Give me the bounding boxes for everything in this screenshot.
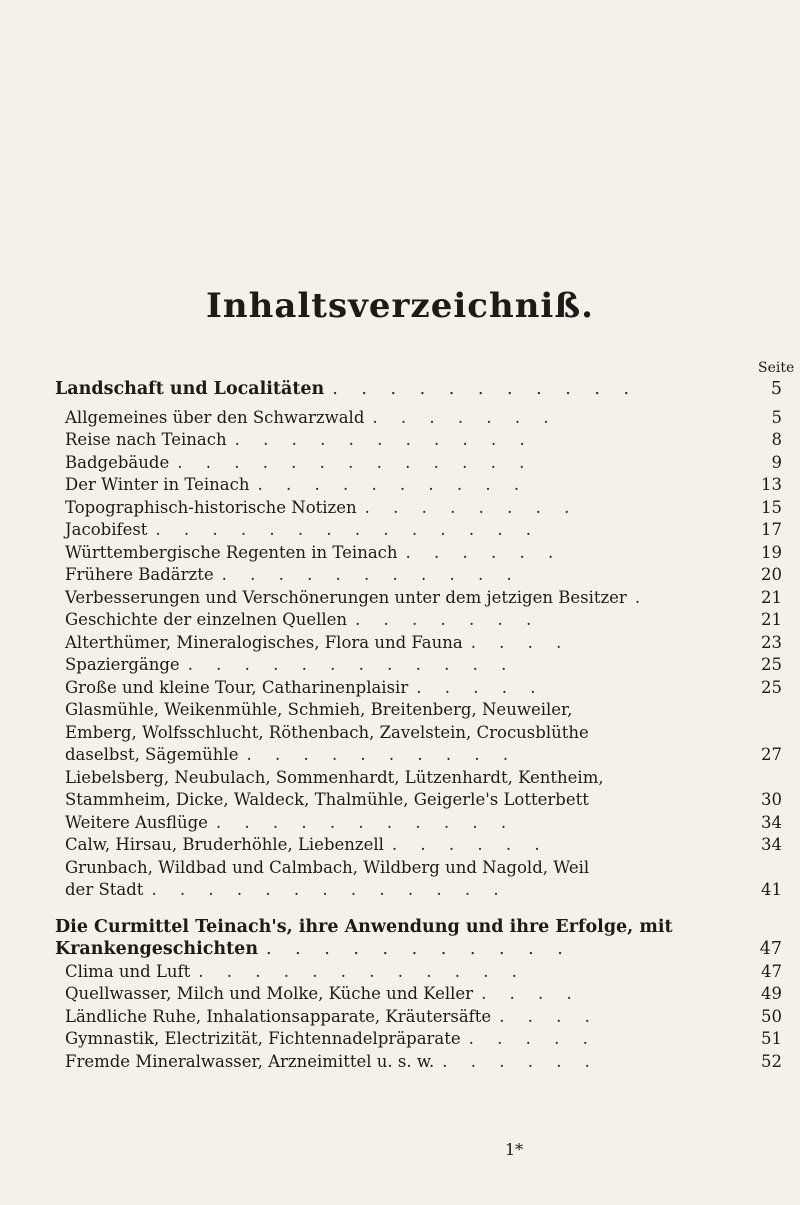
toc-entry-label: Große und kleine Tour, Catharinenplaisir xyxy=(65,677,409,697)
toc-page-number: 9 xyxy=(771,452,782,472)
toc-entry xyxy=(55,497,782,520)
toc-entry xyxy=(55,677,782,700)
toc-entry xyxy=(55,744,782,767)
toc-entry-label: Der Winter in Teinach xyxy=(65,475,250,494)
toc-page-number: 17 xyxy=(761,520,782,539)
toc-entry xyxy=(55,407,782,430)
toc-leader-dots: . . . . . . . . . . . . . xyxy=(177,452,534,472)
toc-entry xyxy=(55,767,782,790)
toc-leader-dots: . . . . . . . . . . . xyxy=(221,565,521,584)
toc-entry-label: Frühere Badärzte xyxy=(65,565,214,584)
toc-page-number: 51 xyxy=(761,1029,782,1048)
toc-entry-label: Emberg, Wolfsschlucht, Röthenbach, Zavelstein, Crocusblüthe xyxy=(65,722,589,742)
toc-entry-label: daselbst, Sägemühle xyxy=(65,745,239,764)
toc-entry-label: Reise nach Teinach xyxy=(65,430,227,449)
toc-entry xyxy=(55,938,782,961)
toc-entry xyxy=(55,879,782,902)
toc-leader-dots: . . . . . . . . . . . . xyxy=(187,655,516,674)
toc-entry-label: Stammheim, Dicke, Waldeck, Thalmühle, Geigerle's Lotterbett xyxy=(65,790,589,809)
toc-leader-dots: . . . . . . . . xyxy=(364,497,579,517)
toc-entry xyxy=(55,983,782,1006)
toc-entry-label: Spaziergänge xyxy=(65,655,180,674)
toc-page-number: 27 xyxy=(761,745,782,764)
toc-entry xyxy=(55,632,782,655)
toc-leader-dots: . . . . . xyxy=(468,1029,597,1048)
toc-page-number: 34 xyxy=(761,835,782,854)
toc-entry xyxy=(55,722,782,745)
toc-leader-dots: . . . . xyxy=(499,1006,599,1026)
toc-entry xyxy=(55,609,782,632)
toc-leader-dots: . . . . . . xyxy=(391,835,549,854)
toc-entry-label: Badgebäude xyxy=(65,452,170,472)
toc-leader-dots: . . . . xyxy=(481,984,581,1003)
toc-entry xyxy=(55,1028,782,1051)
toc-entry-label: Verbesserungen und Verschönerungen unter dem jetzigen Besitzer xyxy=(65,587,627,607)
toc-page-number: 8 xyxy=(771,430,782,449)
toc-leader-dots: . . . . . . . xyxy=(372,407,558,427)
toc-page-number: 30 xyxy=(761,790,782,809)
table-of-contents xyxy=(55,378,782,1073)
toc-entry xyxy=(55,429,782,452)
toc-page-number: 25 xyxy=(761,677,782,697)
toc-page-number: 21 xyxy=(761,587,782,607)
toc-entry-label: Allgemeines über den Schwarzwald xyxy=(65,407,365,427)
toc-entry xyxy=(55,1006,782,1029)
toc-entry xyxy=(55,542,782,565)
toc-leader-dots: . . . . . . . . . . . xyxy=(215,812,516,832)
toc-page-number: 23 xyxy=(761,632,782,652)
toc-entry-label: Fremde Mineralwasser, Arzneimittel u. s. w. xyxy=(65,1051,435,1071)
toc-entry-label: Geschichte der einzelnen Quellen xyxy=(65,610,348,629)
toc-page-number: 5 xyxy=(770,379,782,399)
toc-entry-label: Calw, Hirsau, Bruderhöhle, Liebenzell xyxy=(65,835,384,854)
toc-page-number: 13 xyxy=(761,475,782,494)
toc-leader-dots: . . . . . . . . . . xyxy=(246,745,518,764)
toc-entry-label: Gymnastik, Electrizität, Fichtennadelpräparate xyxy=(65,1029,461,1048)
toc-entry-label: der Stadt xyxy=(65,880,144,899)
toc-leader-dots: . . . . . . . . . . . xyxy=(234,430,534,449)
toc-page-number: 15 xyxy=(761,497,782,517)
toc-leader-dots: . . . . . . . . . . . . . xyxy=(151,880,508,899)
section-gap xyxy=(55,902,782,916)
page-title: Inhaltsverzeichniß. xyxy=(205,286,595,326)
toc-entry-label: Württembergische Regenten in Teinach xyxy=(65,542,398,562)
toc-page-number: 41 xyxy=(761,880,782,899)
toc-leader-dots: . . . . . xyxy=(416,677,545,697)
toc-entry xyxy=(55,452,782,475)
toc-leader-dots: . . . . . . xyxy=(405,542,563,562)
toc-entry xyxy=(55,699,782,722)
toc-page-number: 21 xyxy=(761,610,782,629)
toc-entry xyxy=(55,961,782,984)
toc-page-number: 47 xyxy=(759,939,782,959)
toc-entry xyxy=(55,857,782,880)
toc-entry xyxy=(55,812,782,835)
toc-leader-dots: . . . . . . xyxy=(442,1051,599,1071)
toc-page-number: 34 xyxy=(761,812,782,832)
toc-entry-label: Liebelsberg, Neubulach, Sommenhardt, Lützenhardt, Kentheim, xyxy=(65,767,604,787)
toc-page-number: 5 xyxy=(771,407,782,427)
toc-page-number: 25 xyxy=(761,655,782,674)
toc-entry-label: Weitere Ausflüge xyxy=(65,812,208,832)
toc-page-number: 20 xyxy=(761,565,782,584)
toc-entry xyxy=(55,474,782,497)
toc-leader-dots: . . . . . . . . . . . xyxy=(332,379,639,399)
toc-entry-label: Landschaft und Localitäten xyxy=(55,379,325,399)
page-column-header: Seite xyxy=(758,360,795,376)
toc-entry xyxy=(55,378,782,401)
toc-leader-dots: . . . . . . . . . . . xyxy=(266,939,572,959)
toc-entry-label: Krankengeschichten xyxy=(55,939,259,959)
toc-entry xyxy=(55,1051,782,1074)
toc-entry-label: Ländliche Ruhe, Inhalationsapparate, Kräutersäfte xyxy=(65,1006,492,1026)
toc-leader-dots: . xyxy=(634,587,650,607)
toc-leader-dots: . . . . . . . . . . . . . . xyxy=(155,520,541,539)
signature-mark: 1* xyxy=(505,1140,524,1159)
toc-entry xyxy=(55,916,782,939)
toc-entry xyxy=(55,519,782,542)
toc-leader-dots: . . . . . . . . . . . . xyxy=(198,961,526,981)
toc-leader-dots: . . . . xyxy=(470,632,571,652)
toc-leader-dots: . . . . . . . . . . xyxy=(257,475,529,494)
toc-entry-label: Alterthümer, Mineralogisches, Flora und Fauna xyxy=(65,632,463,652)
toc-entry-label: Topographisch-historische Notizen xyxy=(65,497,357,517)
toc-entry-label: Die Curmittel Teinach's, ihre Anwendung und ihre Erfolge, mit xyxy=(55,916,673,937)
toc-page-number: 47 xyxy=(761,961,782,981)
toc-entry xyxy=(55,789,782,812)
toc-entry-label: Grunbach, Wildbad und Calmbach, Wildberg und Nagold, Weil xyxy=(65,857,590,877)
toc-page-number: 50 xyxy=(761,1006,782,1026)
toc-leader-dots: . . . . . . . xyxy=(355,610,541,629)
toc-entry xyxy=(55,654,782,677)
toc-entry-label: Glasmühle, Weikenmühle, Schmieh, Breitenberg, Neuweiler, xyxy=(65,700,573,719)
toc-entry xyxy=(55,587,782,610)
toc-page-number: 19 xyxy=(761,542,782,562)
toc-page-number: 49 xyxy=(761,984,782,1003)
toc-entry-label: Quellwasser, Milch und Molke, Küche und Keller xyxy=(65,984,474,1003)
toc-entry-label: Jacobifest xyxy=(65,520,148,539)
toc-entry-label: Clima und Luft xyxy=(65,961,191,981)
toc-entry xyxy=(55,564,782,587)
toc-page-number: 52 xyxy=(761,1051,782,1071)
toc-entry xyxy=(55,834,782,857)
